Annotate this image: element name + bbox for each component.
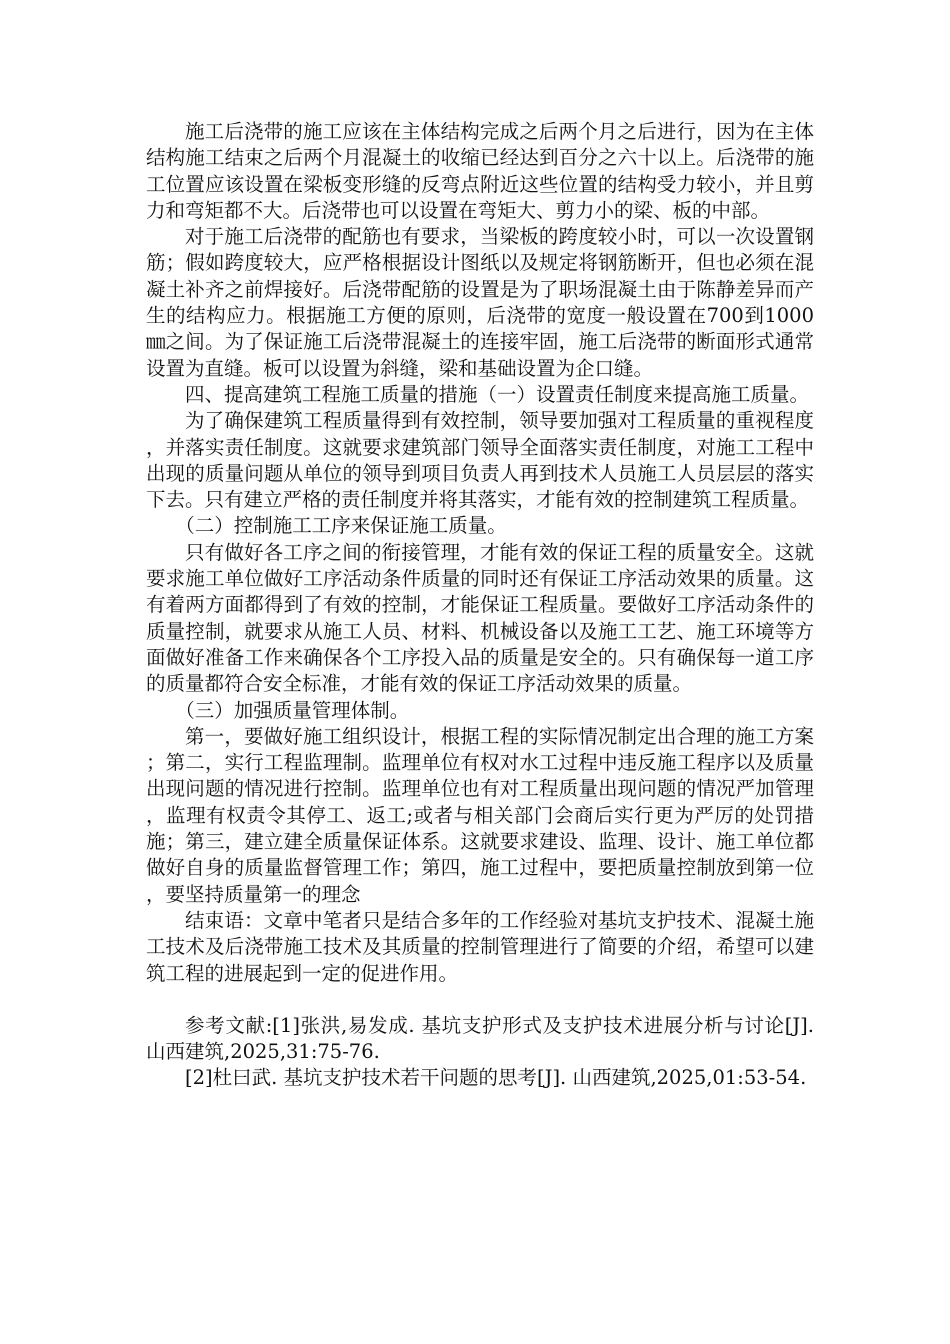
- paragraph-post-pour-strip-timing: 施工后浇带的施工应该在主体结构完成之后两个月之后进行，因为在主体结构施工结束之后两个月混凝土的收缩已经达到百分之六十以上。后浇带的施工位置应该设置在梁板变形缝的反弯点附近这些位置的结构受力较小，并且剪力和弯矩都不大。后浇带也可以设置在弯矩大、剪力小的梁、板的中部。: [146, 120, 814, 222]
- subheading-process-control: （二）控制施工工序来保证施工质量。: [175, 514, 507, 538]
- document-body: [146, 119, 814, 1092]
- subheading-quality-management: （三）加强质量管理体制。: [175, 698, 410, 722]
- paragraph-process-control: 只有做好各工序之间的衔接管理，才能有效的保证工程的质量安全。这就要求施工单位做好工序活动条件质量的同时还有保证工序活动效果的质量。这有着两方面都得到了有效的控制，才能保证工程质量。要做好工序活动条件的质量控制，就要求从施工人员、材料、机械设备以及施工工艺、施工环境等方面做好准备工作来确保各个工序投入品的质量是安全的。只有确保每一道工序的质量都符合安全标准，才能有效的保证工序活动效果的质量。: [146, 540, 814, 696]
- paragraph-responsibility-system: 为了确保建筑工程质量得到有效控制，领导要加强对工程质量的重视程度，并落实责任制度。这就要求建筑部门领导全面落实责任制度，对施工工程中出现的质量问题从单位的领导到项目负责人再到技术人员施工人员层层的落实下去。只有建立严格的责任制度并将其落实，才能有效的控制建筑工程质量。: [146, 409, 814, 512]
- paragraph-post-pour-strip-rebar: 对于施工后浇带的配筋也有要求，当梁板的跨度较小时，可以一次设置钢筋；假如跨度较大，应严格根据设计图纸以及规定将钢筋断开，但也必须在混凝土补齐之前焊接好。后浇带配筋的设置是为了职场混凝土由于陈静差异而产生的结构应力。根据施工方便的原则，后浇带的宽度一般设置在700到1000㎜之间。为了保证施工后浇带混凝土的连接牢固，施工后浇带的断面形式通常设置为直缝。板可以设置为斜缝，梁和基础设置为企口缝。: [146, 225, 814, 380]
- section-heading-quality-measures: 四、提高建筑工程施工质量的措施（一）设置责任制度来提高施工质量。: [185, 382, 810, 406]
- reference-2: [2]杜曰武. 基坑支护技术若干问题的思考[J]. 山西建筑,2025,01:53-54.: [185, 1066, 807, 1090]
- paragraph-quality-management: 第一，要做好施工组织设计，根据工程的实际情况制定出合理的施工方案；第二，实行工程监理制。监理单位有权对水工过程中违反施工程序以及质量出现问题的情况进行控制。监理单位也有对工程质量出现问题的情况严加管理，监理有权责令其停工、返工;或者与相关部门会商后实行更为严厉的处罚措施；第三，建立建全质量保证体系。这就要求建设、监理、设计、施工单位都做好自身的质量监督管理工作；第四，施工过程中，要把质量控制放到第一位，要坚持质量第一的理念: [146, 724, 814, 906]
- paragraph-conclusion: 结束语：文章中笔者只是结合多年的工作经验对基坑支护技术、混凝土施工技术及后浇带施工技术及其质量的控制管理进行了简要的介绍，希望可以建筑工程的进展起到一定的促进作用。: [146, 908, 814, 985]
- reference-1: 参考文献:[1]张洪,易发成. 基坑支护形式及支护技术进展分析与讨论[J]. 山西建筑,2025,31:75-76.: [146, 1013, 814, 1064]
